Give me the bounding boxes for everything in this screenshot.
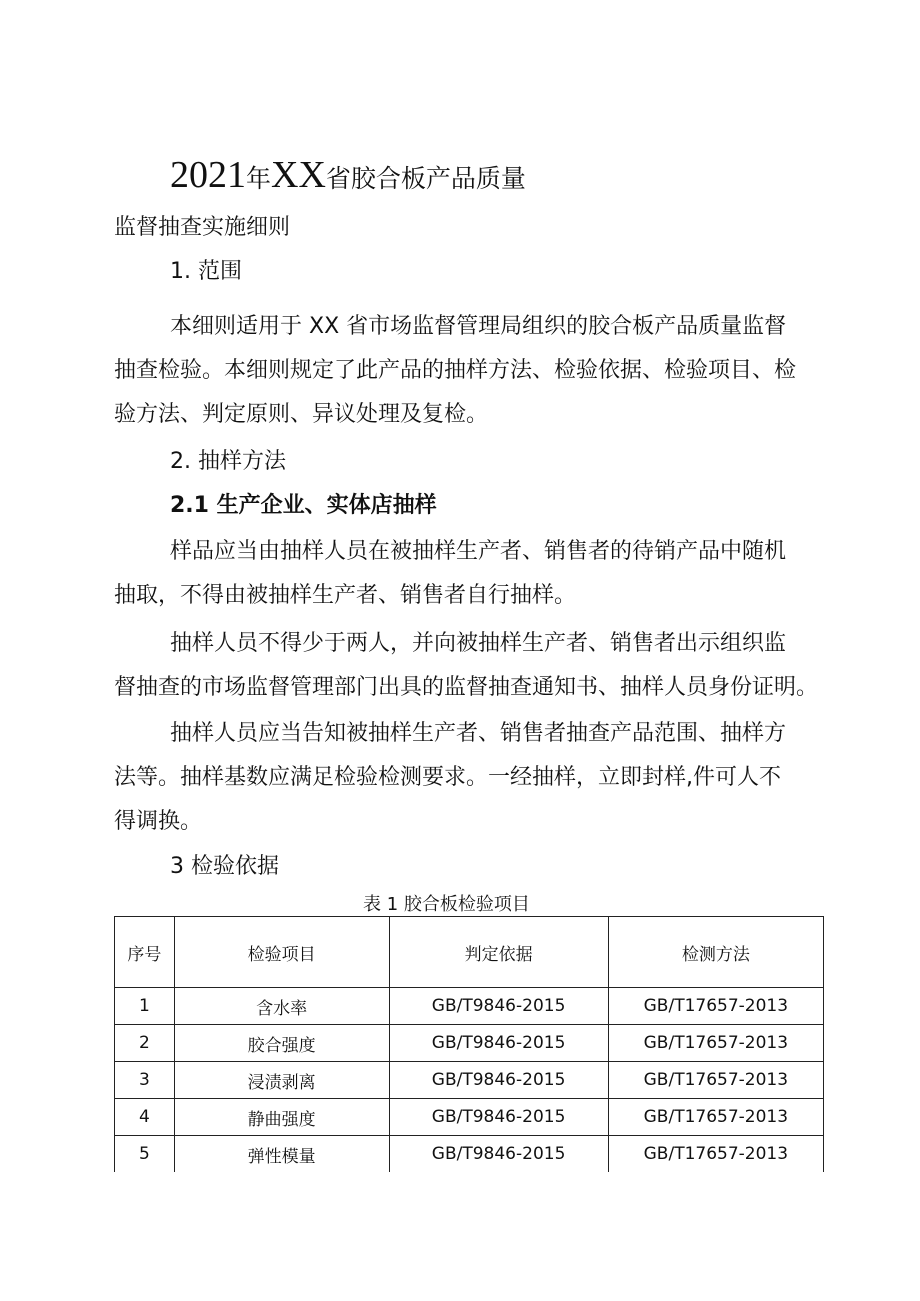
- section-2-1-paragraph-line: 样品应当由抽样人员在被抽样生产者、销售者的待销产品中随机: [170, 539, 787, 564]
- section-1-paragraph-line: 本细则适用于 XX 省市场监督管理局组织的胶合板产品质量监督: [170, 314, 787, 339]
- section-2-1-paragraph-line: 督抽查的市场监督管理部门出具的监督抽查通知书、抽样人员身份证明。: [114, 675, 819, 700]
- cell-index: 1: [115, 988, 175, 1025]
- header-method: 检测方法: [608, 917, 823, 988]
- title-rest: 省胶合板产品质量: [325, 164, 526, 193]
- cell-basis: GB/T9846-2015: [389, 1136, 608, 1173]
- cell-item: 静曲强度: [174, 1099, 389, 1136]
- cell-item: 含水率: [174, 988, 389, 1025]
- cell-item: 胶合强度: [174, 1025, 389, 1062]
- section-2-1-paragraph-line: 抽样人员不得少于两人，并向被抽样生产者、销售者出示组织监: [170, 631, 787, 656]
- section-2-1-paragraph-line: 得调换。: [114, 809, 203, 834]
- section-2-1-heading: 2.1 生产企业、实体店抽样: [170, 493, 437, 518]
- table-row: [115, 1099, 824, 1136]
- cell-method: GB/T17657-2013: [608, 1025, 823, 1062]
- header-basis: 判定依据: [389, 917, 608, 988]
- title-xx: XX: [271, 154, 326, 196]
- section-2-1-paragraph-line: 抽样人员应当告知被抽样生产者、销售者抽查产品范围、抽样方: [170, 721, 787, 746]
- section-1-heading: 1. 范围: [170, 259, 242, 284]
- cell-index: 2: [115, 1025, 175, 1062]
- cell-basis: GB/T9846-2015: [389, 1062, 608, 1099]
- table-caption: 表 1 胶合板检验项目: [363, 894, 530, 915]
- cell-item: 浸渍剥离: [174, 1062, 389, 1099]
- section-3-heading: 3 检验依据: [170, 854, 279, 879]
- cell-basis: GB/T9846-2015: [389, 988, 608, 1025]
- cell-item: 弹性模量: [174, 1136, 389, 1173]
- cell-index: 4: [115, 1099, 175, 1136]
- cell-method: GB/T17657-2013: [608, 1062, 823, 1099]
- section-2-heading: 2. 抽样方法: [170, 449, 286, 474]
- inspection-items-table: [114, 916, 824, 1172]
- document-subtitle: 监督抽查实施细则: [114, 215, 291, 240]
- title-nian: 年: [246, 164, 272, 193]
- cell-basis: GB/T9846-2015: [389, 1099, 608, 1136]
- cell-method: GB/T17657-2013: [608, 1136, 823, 1173]
- section-2-1-paragraph-line: 法等。抽样基数应满足检验检测要求。一经抽样，立即封样,件可人不: [114, 765, 781, 790]
- table-row: [115, 988, 824, 1025]
- cell-method: GB/T17657-2013: [608, 1099, 823, 1136]
- document-title: [170, 150, 526, 204]
- table-header-row: [115, 917, 824, 988]
- header-index: 序号: [115, 917, 175, 988]
- section-1-paragraph-line: 验方法、判定原则、异议处理及复检。: [114, 402, 489, 427]
- header-item: 检验项目: [174, 917, 389, 988]
- section-2-1-paragraph-line: 抽取，不得由被抽样生产者、销售者自行抽样。: [114, 583, 577, 608]
- table-row: [115, 1062, 824, 1099]
- cell-basis: GB/T9846-2015: [389, 1025, 608, 1062]
- table-row: [115, 1025, 824, 1062]
- table-row: [115, 1136, 824, 1173]
- section-1-paragraph-line: 抽查检验。本细则规定了此产品的抽样方法、检验依据、检验项目、检: [114, 358, 797, 383]
- title-year: 2021: [170, 154, 246, 196]
- cell-index: 5: [115, 1136, 175, 1173]
- cell-method: GB/T17657-2013: [608, 988, 823, 1025]
- cell-index: 3: [115, 1062, 175, 1099]
